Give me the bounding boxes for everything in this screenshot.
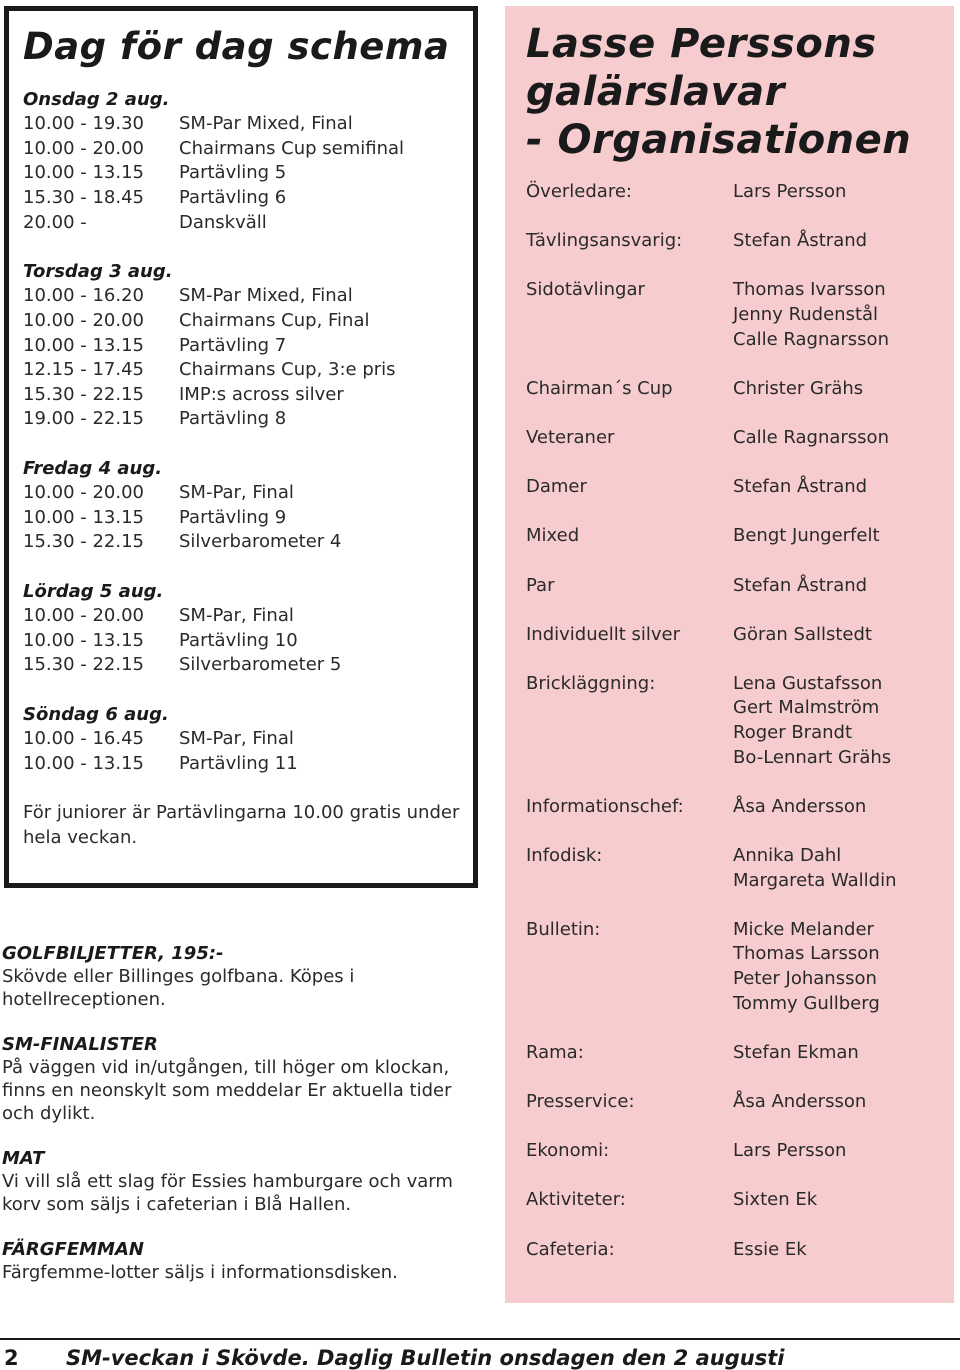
time-range: 10.00 - 16.20 [23, 285, 144, 307]
person-names [733, 574, 867, 599]
person-name: Essie Ek [733, 1238, 807, 1260]
schedule-row [23, 334, 473, 359]
person-names [733, 672, 891, 770]
person-names [733, 1188, 817, 1213]
organisation-row [526, 672, 954, 770]
person-name: Lars Persson [733, 181, 847, 202]
time-range: 10.00 - 16.45 [23, 728, 144, 750]
note-title: FÄRGFEMMAN [2, 1239, 144, 1260]
organisation-row [526, 1188, 954, 1213]
note-text: Färgfemme-lotter säljs i informationsdisken. [2, 1262, 398, 1283]
time-range: 10.00 - 19.30 [23, 113, 144, 135]
person-name: Stefan Åstrand [733, 574, 868, 596]
time-range: 20.00 - [23, 211, 87, 233]
person-name: Sixten Ek [733, 1189, 818, 1211]
schedule-day [23, 88, 473, 236]
organisation-row [526, 623, 954, 648]
schedule-row [23, 653, 473, 678]
event-name: Partävling 10 [179, 629, 298, 651]
person-name: Jenny Rudenstål [733, 303, 879, 325]
person-name: Åsa Andersson [733, 795, 867, 817]
event-name: IMP:s across silver [179, 383, 344, 405]
schedule-row [23, 604, 473, 629]
organisation-title-line: galärslavar [526, 69, 785, 115]
time-range: 10.00 - 20.00 [23, 482, 144, 504]
role-label: Infodisk: [526, 845, 603, 867]
person-names [733, 1041, 859, 1066]
person-name: Åsa Andersson [733, 1090, 867, 1112]
person-names [733, 475, 867, 500]
schedule-day [23, 260, 473, 432]
event-name: Chairmans Cup, Final [179, 310, 370, 332]
role-label: Individuellt silver [526, 623, 680, 645]
person-name: Calle Ragnarsson [733, 328, 889, 350]
schedule-row [23, 358, 473, 383]
person-names [733, 918, 880, 1016]
organisation-row [526, 377, 954, 402]
info-notes [2, 942, 482, 1306]
time-range: 15.30 - 18.45 [23, 187, 144, 209]
time-range: 19.00 - 22.15 [23, 408, 144, 430]
page-number: 2 [4, 1346, 19, 1370]
role-label: Cafeteria: [526, 1238, 615, 1260]
note-text: På väggen vid in/utgången, till höger om klockan, finns en neonskylt som meddelar Er aktuella tider och dylikt. [2, 1057, 452, 1124]
person-name: Lena Gustafsson [733, 672, 883, 694]
person-name: Gert Malmström [733, 697, 880, 719]
schedule-title: Dag för dag schema [23, 25, 450, 68]
person-names [733, 1139, 846, 1164]
time-range: 10.00 - 20.00 [23, 310, 144, 332]
event-name: Partävling 11 [179, 752, 298, 774]
event-name: Partävling 8 [179, 408, 287, 430]
event-name: Partävling 7 [179, 334, 287, 356]
schedule-day [23, 703, 473, 777]
role-label: Brickläggning: [526, 672, 656, 694]
person-names [733, 229, 867, 254]
event-name: Chairmans Cup semifinal [179, 137, 405, 159]
organisation-row [526, 574, 954, 599]
person-names [733, 844, 897, 893]
time-range: 10.00 - 13.15 [23, 752, 144, 774]
organisation-row [526, 1041, 954, 1066]
info-note [2, 942, 482, 1011]
schedule-row [23, 186, 473, 211]
person-names [733, 1090, 866, 1115]
person-names [733, 1238, 807, 1263]
junior-note: För juniorer är Partävlingarna 10.00 gratis under hela veckan. [23, 801, 460, 848]
role-label: Mixed [526, 525, 580, 547]
schedule-row [23, 309, 473, 334]
event-name: SM-Par Mixed, Final [179, 113, 353, 135]
organisation-row [526, 426, 954, 451]
event-name: SM-Par, Final [179, 605, 294, 627]
footer-title: SM-veckan i Skövde. Daglig Bulletin onsdagen den 2 augusti [66, 1346, 785, 1370]
info-note [2, 1238, 482, 1284]
role-label: Presservice: [526, 1090, 635, 1112]
person-name: Micke Melander [733, 918, 874, 940]
schedule-row [23, 629, 473, 654]
organisation-row [526, 795, 954, 820]
role-label: Tävlingsansvarig: [526, 230, 683, 252]
organisation-row [526, 844, 954, 893]
time-range: 15.30 - 22.15 [23, 383, 144, 405]
organisation-title-line: - Organisationen [526, 117, 912, 163]
day-title: Söndag 6 aug. [23, 703, 169, 725]
organisation-row [526, 180, 954, 205]
person-name: Tommy Gullberg [733, 992, 880, 1014]
event-name: SM-Par Mixed, Final [179, 285, 353, 307]
time-range: 10.00 - 20.00 [23, 137, 144, 159]
person-name: Thomas Ivarsson [733, 279, 886, 301]
person-names [733, 426, 889, 451]
schedule-box [4, 6, 478, 888]
role-label: Damer [526, 476, 587, 498]
person-names [733, 180, 846, 205]
role-label: Par [526, 574, 555, 596]
schedule-row [23, 112, 473, 137]
schedule-row [23, 752, 473, 777]
event-name: Silverbarometer 5 [179, 654, 342, 676]
info-note [2, 1147, 482, 1216]
organisation-title-line: Lasse Perssons [526, 21, 877, 67]
organisation-row [526, 524, 954, 549]
time-range: 15.30 - 22.15 [23, 654, 144, 676]
note-text: Vi vill slå ett slag för Essies hamburgare och varm korv som säljs i cafeterian i Blå Hallen. [2, 1171, 453, 1215]
role-label: Överledare: [526, 181, 632, 202]
person-name: Stefan Åstrand [733, 476, 868, 498]
person-name: Peter Johansson [733, 968, 877, 989]
event-name: Danskväll [179, 211, 267, 233]
person-name: Lars Persson [733, 1140, 847, 1162]
schedule-row [23, 481, 473, 506]
page-footer [0, 1338, 960, 1370]
time-range: 10.00 - 13.15 [23, 162, 144, 184]
event-name: Partävling 5 [179, 162, 287, 184]
organisation-row [526, 1090, 954, 1115]
event-name: Chairmans Cup, 3:e pris [179, 359, 396, 381]
time-range: 10.00 - 13.15 [23, 334, 144, 356]
organisation-row [526, 278, 954, 352]
organisation-row [526, 475, 954, 500]
time-range: 10.00 - 20.00 [23, 605, 144, 627]
organisation-list [526, 180, 954, 1262]
schedule-day [23, 580, 473, 678]
person-name: Margareta Walldin [733, 869, 897, 891]
time-range: 15.30 - 22.15 [23, 531, 144, 553]
person-name: Thomas Larsson [733, 943, 880, 965]
organisation-row [526, 1238, 954, 1263]
note-title: MAT [2, 1148, 45, 1169]
day-title: Lördag 5 aug. [23, 580, 164, 602]
person-name: Roger Brandt [733, 722, 853, 744]
time-range: 12.15 - 17.45 [23, 359, 144, 381]
schedule-row [23, 530, 473, 555]
person-names [733, 278, 889, 352]
event-name: Partävling 9 [179, 506, 287, 528]
role-label: Sidotävlingar [526, 279, 645, 301]
person-name: Calle Ragnarsson [733, 426, 889, 448]
schedule-row [23, 137, 473, 162]
event-name: Silverbarometer 4 [179, 531, 342, 553]
person-name: Christer Grähs [733, 377, 864, 399]
role-label: Ekonomi: [526, 1140, 610, 1162]
organisation-row [526, 1139, 954, 1164]
organisation-box [505, 6, 954, 1303]
schedule-row [23, 161, 473, 186]
organisation-row [526, 918, 954, 1016]
role-label: Chairman´s Cup [526, 377, 673, 399]
person-name: Bo-Lennart Grähs [733, 746, 892, 768]
note-title: SM-FINALISTER [2, 1034, 158, 1055]
organisation-title [526, 20, 954, 164]
role-label: Informationschef: [526, 795, 684, 817]
note-text: Skövde eller Billinges golfbana. Köpes i hotellreceptionen. [2, 966, 355, 1010]
schedule-row [23, 284, 473, 309]
schedule-days [23, 88, 473, 777]
person-name: Annika Dahl [733, 845, 842, 867]
person-names [733, 524, 880, 549]
day-title: Onsdag 2 aug. [23, 88, 170, 110]
person-names [733, 623, 872, 648]
day-title: Fredag 4 aug. [23, 457, 163, 479]
organisation-row [526, 229, 954, 254]
person-name: Göran Sallstedt [733, 623, 872, 645]
schedule-row [23, 506, 473, 531]
schedule-row [23, 727, 473, 752]
person-name: Bengt Jungerfelt [733, 525, 880, 547]
role-label: Aktiviteter: [526, 1189, 626, 1211]
person-names [733, 795, 866, 820]
schedule-day [23, 457, 473, 555]
event-name: SM-Par, Final [179, 482, 294, 504]
schedule-row [23, 407, 473, 432]
person-name: Stefan Åstrand [733, 230, 868, 252]
note-title: GOLFBILJETTER, 195:- [2, 943, 224, 964]
role-label: Veteraner [526, 426, 615, 448]
event-name: SM-Par, Final [179, 728, 294, 750]
person-name: Stefan Ekman [733, 1041, 859, 1063]
role-label: Bulletin: [526, 918, 601, 940]
day-title: Torsdag 3 aug. [23, 260, 173, 282]
event-name: Partävling 6 [179, 187, 287, 209]
time-range: 10.00 - 13.15 [23, 629, 144, 651]
info-note [2, 1033, 482, 1125]
schedule-row [23, 383, 473, 408]
person-names [733, 377, 863, 402]
role-label: Rama: [526, 1041, 584, 1063]
schedule-row [23, 211, 473, 236]
time-range: 10.00 - 13.15 [23, 506, 144, 528]
